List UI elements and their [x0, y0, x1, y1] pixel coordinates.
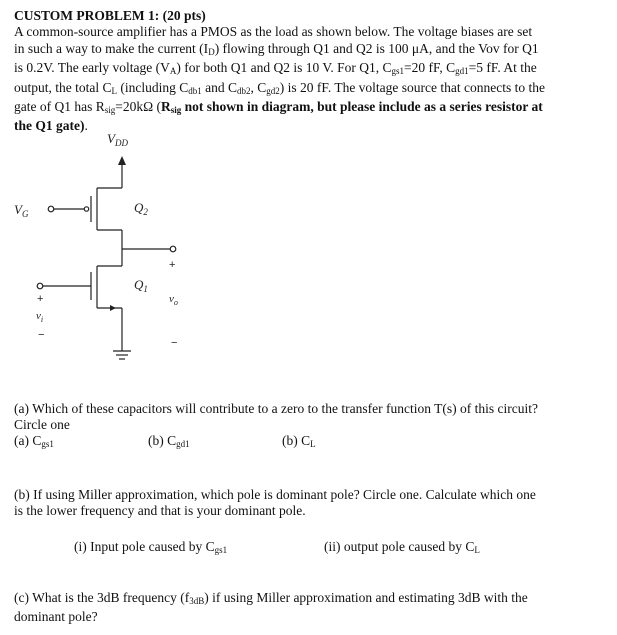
vo-plus-sign: +: [169, 259, 176, 271]
problem-line-5: [14, 99, 604, 118]
option-text: (b) C: [148, 433, 177, 448]
option-text: (b) C: [282, 433, 311, 448]
vi-minus-sign: −: [38, 329, 45, 341]
problem-text: ) is 20 fF. The voltage source that connects to the: [279, 79, 545, 95]
problem-text: and C: [201, 79, 237, 95]
part-c-text: dominant pole?: [14, 609, 98, 624]
problem-text: is 0.2V. The early voltage (V: [14, 60, 170, 76]
problem-statement: [14, 8, 604, 135]
problem-text: A common-source amplifier has a PMOS as the load as shown below. The voltage biases are set: [14, 24, 533, 40]
problem-text: =20 fF, C: [404, 60, 456, 76]
option-text: (i) Input pole caused by C: [74, 539, 215, 554]
output-terminal-icon: [170, 246, 176, 252]
part-a-option-cgd1[interactable]: [148, 433, 190, 452]
option-subscript: gd1: [176, 439, 190, 449]
problem-text: ) for both Q1 and Q2 is 10 V. For Q1, C: [176, 60, 392, 76]
problem-subscript: gd1: [455, 66, 469, 77]
problem-subscript: sig: [104, 105, 116, 116]
option-subscript: L: [474, 545, 480, 555]
problem-line-3: [14, 60, 604, 79]
problem-line-2: [14, 41, 604, 60]
part-a-text: (a) Which of these capacitors will contribute to a zero to the transfer function T(s) of this circuit?: [14, 401, 538, 416]
vi-label: $v_i$: [36, 310, 44, 324]
part-c-question: [14, 590, 604, 625]
vo-label: $v_o$: [169, 293, 178, 307]
problem-text: , C: [250, 79, 267, 95]
vi-plus-sign: +: [37, 293, 44, 305]
problem-bold-text: the Q1 gate): [14, 118, 85, 134]
part-c-text: (c) What is the 3dB frequency (f: [14, 590, 190, 605]
problem-title: CUSTOM PROBLEM 1: (20 pts): [14, 8, 206, 23]
vg-terminal-icon: [48, 206, 54, 212]
option-subscript: gs1: [41, 439, 54, 449]
part-b-question: [14, 487, 604, 519]
problem-text: =20kΩ (: [115, 99, 162, 115]
problem-text: (including C: [117, 79, 189, 95]
problem-subscript: L: [111, 85, 117, 96]
problem-text: ) flowing through Q1 and Q2 is 100 μA, and the Vov for Q1: [214, 40, 539, 56]
circuit-diagram: [0, 126, 220, 376]
q2-label: $Q_2$: [134, 200, 148, 217]
vo-minus-sign: −: [171, 337, 178, 349]
option-text: (a) C: [14, 433, 42, 448]
problem-text: =5 fF. At the: [468, 60, 537, 76]
part-b-option-input-pole[interactable]: [74, 539, 227, 558]
problem-text: output, the total C: [14, 79, 112, 95]
part-a-option-cgs1[interactable]: [14, 433, 54, 452]
problem-subscript: gd2: [266, 85, 280, 96]
problem-subscript: sig: [170, 105, 182, 116]
part-b-option-output-pole[interactable]: [324, 539, 480, 558]
option-text: (ii) output pole caused by C: [324, 539, 475, 554]
option-subscript: gs1: [214, 545, 228, 555]
problem-line-1: [14, 24, 604, 40]
vg-label: $V_G$: [14, 202, 29, 219]
q1-label: $Q_1$: [134, 277, 148, 294]
part-a-question: [14, 401, 604, 433]
problem-text: gate of Q1 has R: [14, 99, 105, 115]
problem-subscript: D: [208, 46, 215, 57]
problem-text: in such a way to make the current (I: [14, 40, 209, 56]
pmos-bubble-icon: [84, 207, 88, 211]
problem-bold-text: not shown in diagram, but please include as a series resistor at: [181, 99, 543, 115]
problem-subscript: gs1: [391, 66, 404, 77]
problem-line-4: [14, 80, 604, 99]
vdd-label: $V_{DD}$: [107, 131, 128, 148]
option-subscript: L: [310, 439, 316, 449]
part-b-text: is the lower frequency and that is your dominant pole.: [14, 503, 306, 518]
part-b-text: (b) If using Miller approximation, which pole is dominant pole? Circle one. Calculate which one: [14, 487, 536, 502]
part-c-subscript: 3dB: [189, 596, 205, 606]
part-c-text: ) if using Miller approximation and estimating 3dB with the: [204, 590, 528, 605]
problem-subscript: db2: [237, 85, 251, 96]
problem-bold-text: R: [161, 99, 171, 115]
problem-subscript: db1: [188, 85, 202, 96]
nmos-arrow-icon: [110, 305, 116, 311]
problem-text: .: [84, 118, 88, 134]
part-a-instruction: Circle one: [14, 417, 70, 432]
vdd-arrow-icon: [118, 156, 126, 165]
vi-terminal-icon: [37, 283, 43, 289]
part-a-option-cl[interactable]: [282, 433, 316, 452]
part-c-line-1: [14, 590, 604, 609]
problem-subscript: A: [169, 66, 177, 77]
